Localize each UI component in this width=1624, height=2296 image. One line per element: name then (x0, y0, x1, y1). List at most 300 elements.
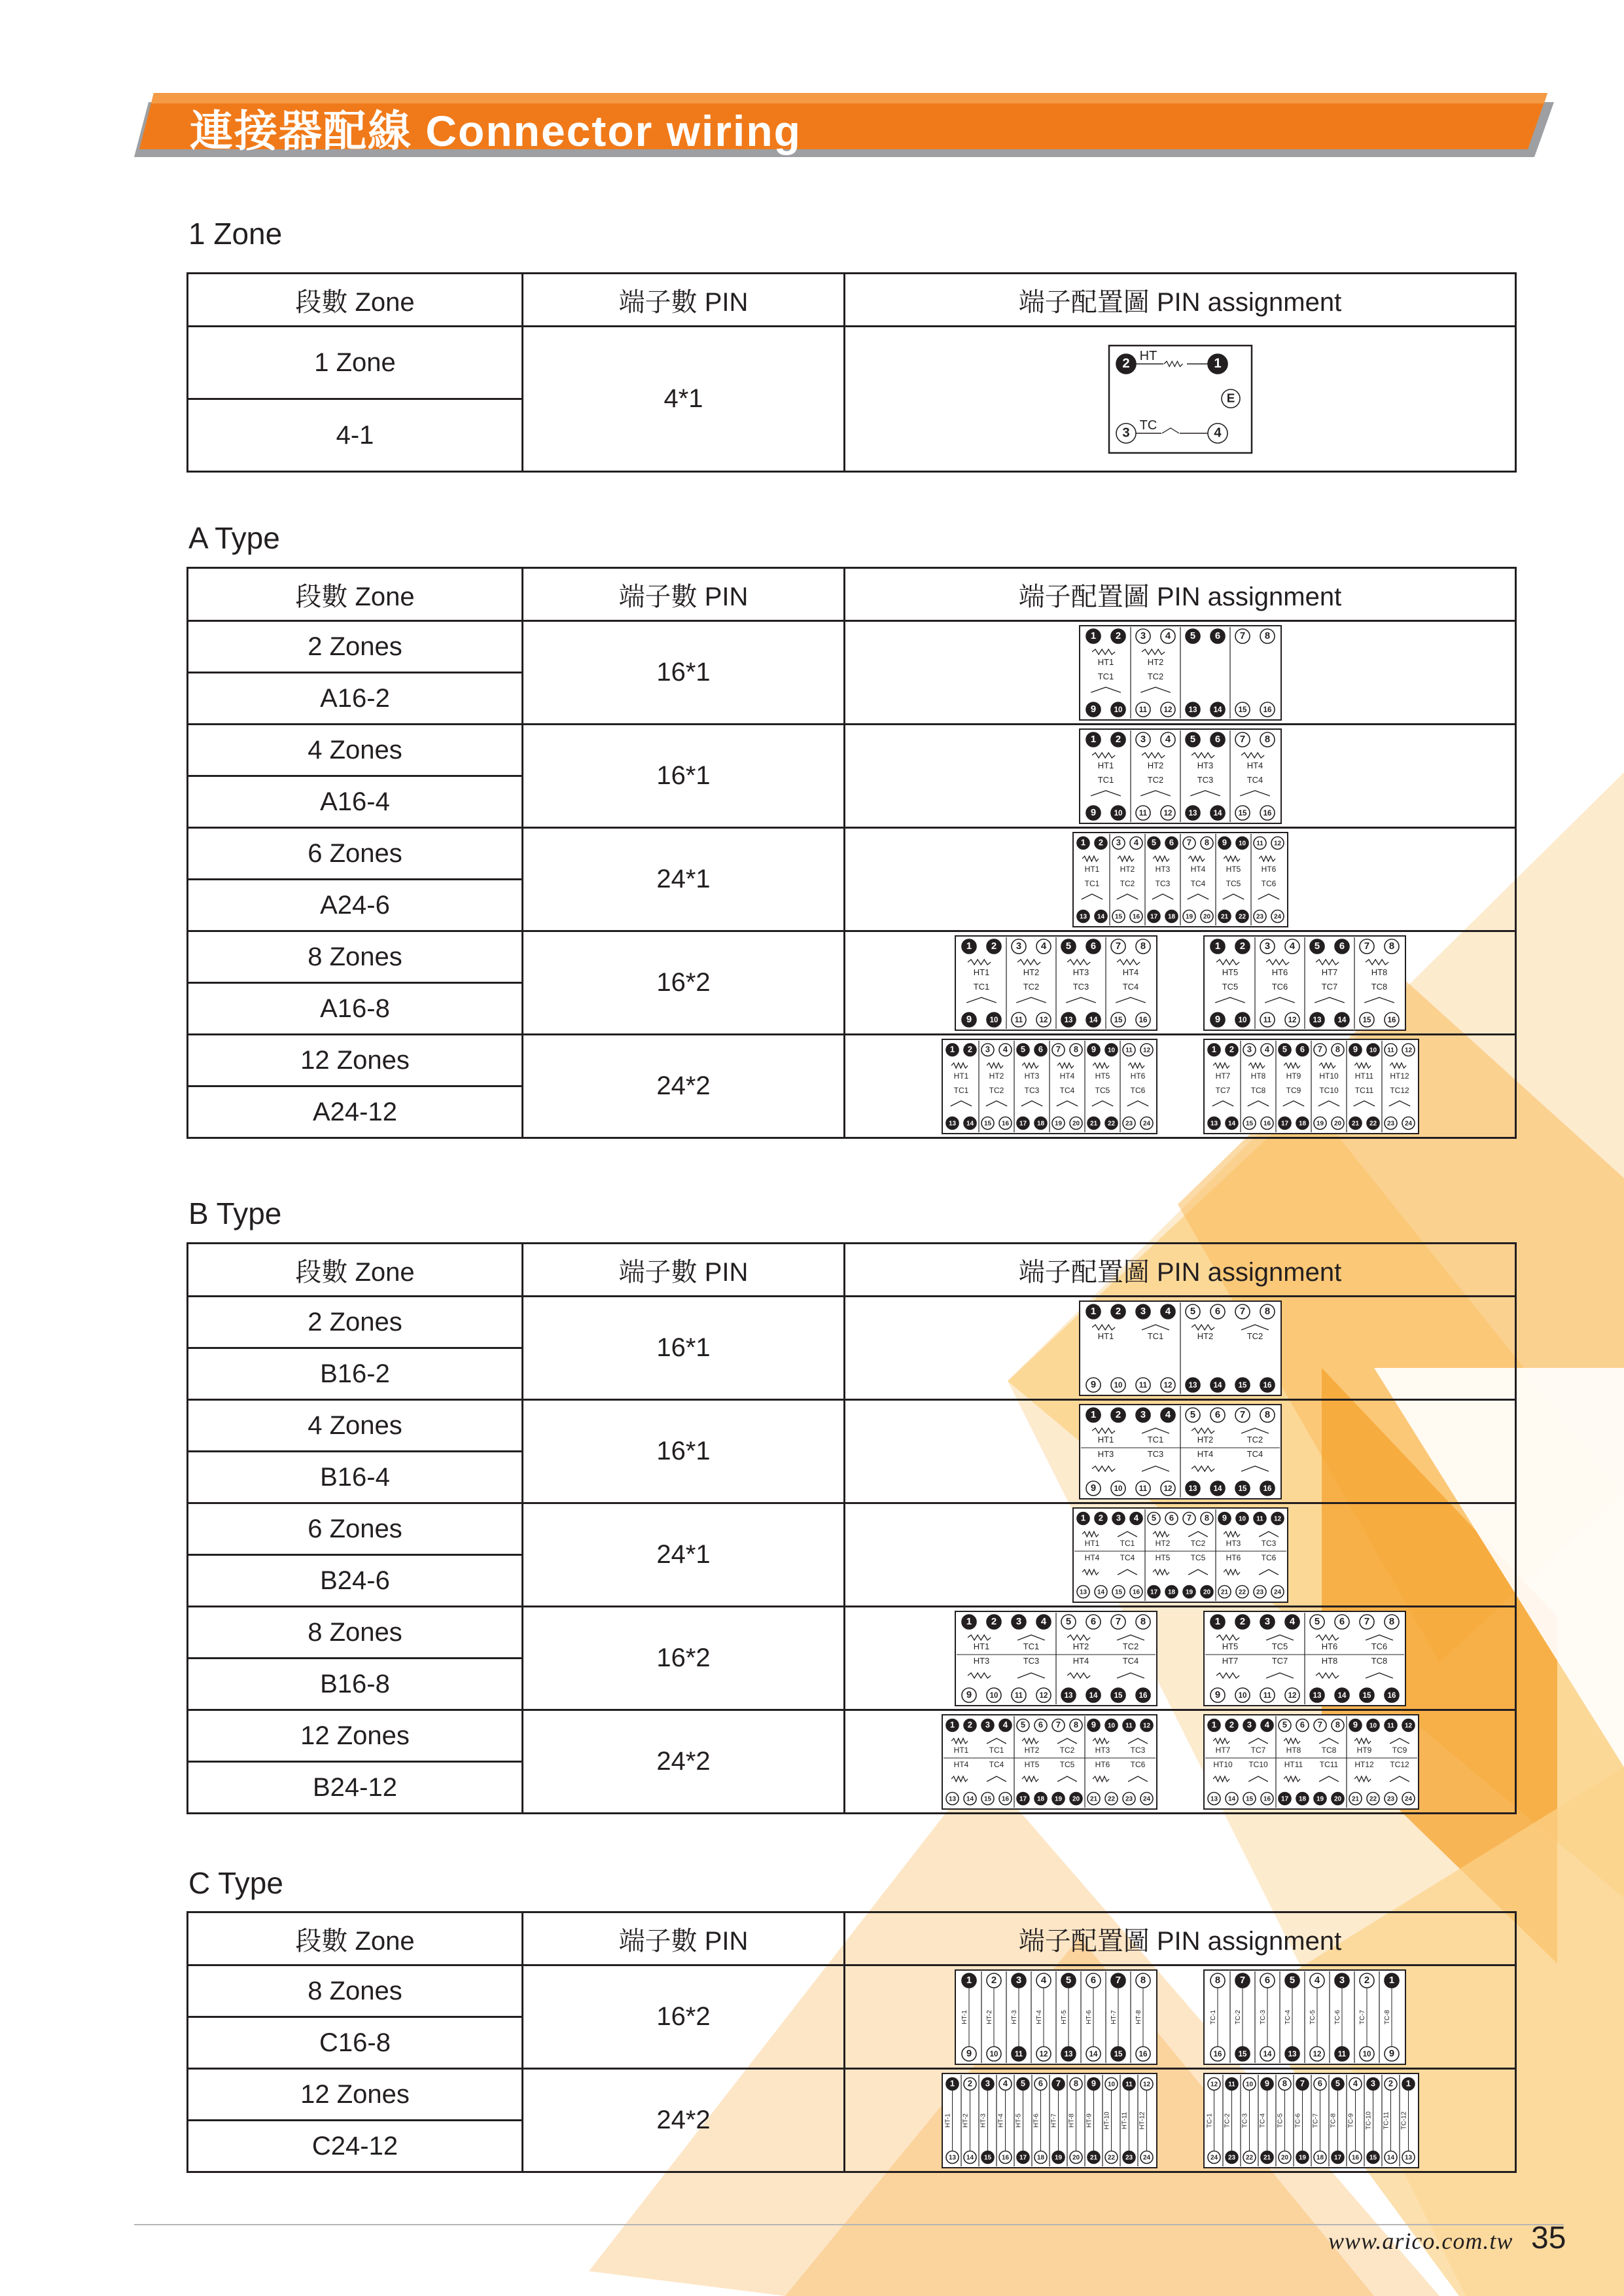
svg-text:8: 8 (1073, 2078, 1078, 2089)
pin-13 (1186, 1378, 1200, 1392)
pin-22 (1367, 1792, 1379, 1804)
pin-label: HT2 (1147, 656, 1163, 667)
pin-label: HT-4 (997, 2113, 1004, 2128)
pin-label: HT5 (1095, 1071, 1110, 1081)
svg-text:2: 2 (967, 1719, 972, 1730)
pin-8 (1260, 629, 1275, 643)
model-code: B24-6 (188, 1555, 523, 1607)
pin-18 (1034, 2151, 1047, 2163)
svg-text:1: 1 (949, 2078, 955, 2089)
pin-12 (1285, 1013, 1299, 1027)
pin-14 (1086, 1013, 1101, 1027)
pin-14 (1385, 2151, 1397, 2163)
svg-text:5: 5 (1151, 837, 1156, 848)
pin-assignment-diagram (845, 1607, 1516, 1710)
model-code: B16-8 (188, 1659, 523, 1710)
svg-text:10: 10 (1369, 1722, 1377, 1730)
svg-text:22: 22 (1238, 1588, 1246, 1596)
svg-text:9: 9 (1388, 2048, 1394, 2059)
connector-diagram (1078, 624, 1282, 721)
pin-label: TC4 (1246, 774, 1263, 785)
pin-label: TC5 (1059, 1759, 1074, 1769)
pin-7 (1052, 1043, 1065, 1056)
svg-text:13: 13 (1079, 913, 1087, 921)
pin-label: TC4 (989, 1759, 1004, 1769)
svg-text:15: 15 (983, 1120, 991, 1128)
svg-text:1: 1 (1090, 1306, 1096, 1317)
pin-label: HT-5 (1060, 2009, 1068, 2024)
pin-19 (1052, 2151, 1065, 2163)
header-assignment: 端子配置圖 PIN assignment (845, 568, 1516, 621)
svg-text:2: 2 (1115, 1409, 1121, 1420)
pin-21 (1218, 1585, 1231, 1598)
pin-label: HT8 (1371, 967, 1387, 977)
pin-label: TC1 (1097, 671, 1114, 681)
pin-5 (1279, 1043, 1291, 1056)
pin-5 (1148, 1512, 1160, 1524)
svg-text:15: 15 (1114, 2050, 1122, 2058)
svg-text:20: 20 (1072, 2154, 1080, 2162)
svg-text:1: 1 (1090, 630, 1096, 641)
pin-label: HT3 (1155, 864, 1170, 874)
pin-10 (987, 1013, 1001, 1027)
table-row (188, 1965, 1516, 2017)
svg-text:18: 18 (1036, 1795, 1044, 1803)
svg-text:4: 4 (1165, 734, 1171, 745)
pin-label: TC6 (1261, 1552, 1276, 1562)
pin-23 (1226, 2151, 1238, 2163)
pin-label: HT3 (973, 1655, 989, 1666)
svg-text:18: 18 (1316, 2154, 1324, 2162)
pin-1 (1077, 1512, 1089, 1524)
pin-20 (1201, 1585, 1213, 1598)
pin-label: HT6 (1226, 1552, 1241, 1562)
pin-15 (1367, 2151, 1379, 2163)
pin-6 (1086, 1973, 1101, 1988)
svg-text:8: 8 (1073, 1044, 1078, 1054)
pin-label: TC-5 (1277, 2113, 1284, 2128)
pin-1 (1208, 1043, 1220, 1056)
svg-text:19: 19 (1185, 1588, 1193, 1596)
svg-text:6: 6 (1214, 734, 1220, 745)
pin-10 (1105, 2077, 1118, 2090)
pin-label: HT5 (1024, 1759, 1039, 1769)
model-code: A24-12 (188, 1086, 523, 1138)
pin-7 (1111, 1973, 1125, 1988)
pin-13 (1285, 2047, 1299, 2061)
pin-17 (1017, 2151, 1029, 2163)
header-pin: 端子數 PIN (523, 1912, 845, 1965)
svg-text:23: 23 (1256, 1588, 1263, 1596)
svg-text:7: 7 (1115, 1975, 1121, 1986)
pin-4 (1208, 423, 1227, 443)
svg-text:2: 2 (991, 941, 997, 952)
pin-label: HT10 (1318, 1071, 1339, 1081)
connector-diagram (1072, 1507, 1289, 1604)
svg-text:3: 3 (1140, 1409, 1146, 1420)
pin-13 (1061, 2047, 1076, 2061)
pin-1 (1208, 1719, 1220, 1731)
svg-text:20: 20 (1072, 1120, 1080, 1128)
pin-3 (1335, 1973, 1349, 1988)
svg-text:3: 3 (1116, 1513, 1121, 1523)
connector-block (954, 1610, 1158, 1707)
svg-text:12: 12 (1039, 1016, 1048, 1024)
model-code: C16-8 (188, 2017, 523, 2069)
pin-13 (1208, 1117, 1220, 1129)
pin-1 (1210, 939, 1225, 954)
pin-15 (1235, 806, 1250, 820)
pin-12 (1161, 702, 1175, 717)
pin-15 (1111, 1013, 1125, 1027)
pin-13 (946, 1117, 959, 1129)
pin-11 (1136, 1378, 1150, 1392)
svg-text:9: 9 (1090, 1379, 1096, 1390)
svg-text:4: 4 (1264, 1719, 1269, 1730)
svg-text:15: 15 (1245, 1120, 1253, 1128)
pin-label: TC6 (1130, 1759, 1145, 1769)
pin-14 (1226, 1117, 1238, 1129)
pin-label: TC1 (989, 1745, 1004, 1755)
pin-label: TC8 (1250, 1085, 1265, 1095)
pin-12 (1140, 1719, 1153, 1731)
connector-diagram (1203, 935, 1407, 1031)
pin-23 (1123, 2151, 1135, 2163)
pin-1 (1077, 836, 1089, 849)
pin-label: HT1 (1097, 1331, 1114, 1341)
svg-text:12: 12 (1404, 1722, 1412, 1730)
pin-count: 24*1 (523, 828, 845, 931)
pin-11 (1123, 1043, 1135, 1056)
pin-9 (1086, 1481, 1101, 1496)
svg-text:8: 8 (1282, 2078, 1287, 2089)
svg-text:20: 20 (1203, 913, 1210, 921)
pin-11 (1123, 1719, 1135, 1731)
svg-text:10: 10 (1114, 1484, 1122, 1493)
pin-18 (1296, 1792, 1309, 1804)
pin-5 (1017, 1719, 1029, 1731)
pin-6 (1165, 1512, 1178, 1524)
svg-text:18: 18 (1167, 1588, 1175, 1596)
pin-16 (1136, 1013, 1150, 1027)
pin-8 (1136, 1973, 1150, 1988)
pin-13 (1186, 702, 1200, 717)
pin-10 (1235, 1688, 1250, 1702)
pin-label: TC8 (1371, 981, 1387, 992)
pin-label: HT11 (1284, 1759, 1303, 1769)
pin-6 (1086, 939, 1101, 954)
pin-label: TC10 (1248, 1759, 1268, 1769)
model-code: B24-12 (188, 1762, 523, 1814)
pin-8 (1136, 939, 1150, 954)
connector-diagram (941, 1038, 1158, 1135)
pin-label: TC4 (1120, 1552, 1135, 1562)
pin-9 (1086, 702, 1101, 717)
svg-text:14: 14 (1337, 1016, 1346, 1024)
pin-label: TC1 (1084, 878, 1099, 888)
pin-label: TC2 (1059, 1745, 1074, 1755)
svg-text:14: 14 (1386, 2154, 1394, 2162)
svg-text:4: 4 (1002, 2078, 1008, 2089)
svg-text:10: 10 (989, 1016, 998, 1024)
pin-label: HT9 (1286, 1071, 1301, 1081)
svg-text:14: 14 (1227, 1120, 1235, 1128)
connector-diagram (1203, 1038, 1420, 1135)
svg-text:4: 4 (1040, 1975, 1046, 1986)
pin-16 (1260, 1378, 1275, 1392)
pin-3 (1243, 1043, 1256, 1056)
table-row (188, 828, 1516, 880)
zone-count: 6 Zones (188, 1503, 523, 1555)
pin-label: TC3 (1197, 774, 1213, 785)
svg-text:7: 7 (1239, 630, 1245, 641)
pin-12 (1402, 1043, 1415, 1056)
pin-9 (1218, 1512, 1231, 1524)
svg-text:12: 12 (1039, 1691, 1048, 1700)
svg-text:9: 9 (1091, 1719, 1096, 1730)
pin-18 (1034, 1117, 1047, 1129)
svg-text:3: 3 (1015, 941, 1021, 952)
pin-label: HT-2 (985, 2009, 993, 2024)
connector-block (1203, 1713, 1420, 1810)
pin-label: HT-4 (1035, 2009, 1043, 2024)
svg-text:11: 11 (1386, 1722, 1394, 1730)
svg-text:11: 11 (1014, 1691, 1023, 1700)
pin-2 (964, 1719, 976, 1731)
header-pin: 端子數 PIN (523, 1244, 845, 1297)
svg-text:11: 11 (1386, 1047, 1394, 1054)
svg-text:1: 1 (949, 1044, 955, 1054)
svg-text:2: 2 (991, 1975, 997, 1986)
connector-block (1072, 1507, 1289, 1604)
page-title: 連接器配線 Connector wiring (190, 107, 802, 155)
svg-text:19: 19 (1054, 2154, 1062, 2162)
header-zone: 段數 Zone (188, 274, 523, 327)
pin-8 (1332, 1719, 1344, 1731)
svg-text:21: 21 (1220, 1588, 1228, 1596)
svg-text:8: 8 (1388, 1616, 1394, 1627)
pin-10 (987, 1688, 1001, 1702)
pin-24 (1402, 1117, 1415, 1129)
pin-label: TC10 (1318, 1085, 1339, 1095)
svg-text:6: 6 (1090, 1975, 1096, 1986)
pin-15 (1360, 1688, 1374, 1702)
pin-count: 24*1 (523, 1503, 845, 1607)
pin-6 (1260, 1973, 1275, 1988)
pin-label: TC5 (1222, 981, 1238, 992)
model-code: A24-6 (188, 880, 523, 931)
pin-label: TC1 (953, 1085, 968, 1095)
svg-text:1: 1 (1080, 837, 1086, 848)
pin-1 (962, 939, 976, 954)
pin-11 (1136, 702, 1150, 717)
pin-21 (1218, 910, 1231, 922)
svg-text:9: 9 (1264, 2078, 1269, 2089)
pin-24 (1208, 2151, 1220, 2163)
svg-text:11: 11 (1125, 2081, 1133, 2089)
connector-diagram (1072, 831, 1289, 928)
svg-text:5: 5 (1282, 1719, 1287, 1730)
svg-text:22: 22 (1245, 2154, 1253, 2162)
svg-text:8: 8 (1140, 1975, 1146, 1986)
svg-text:12: 12 (1142, 2081, 1150, 2089)
svg-text:21: 21 (1220, 913, 1228, 921)
zone-count: 12 Zones (188, 1035, 523, 1086)
pin-6 (1296, 1043, 1309, 1056)
pin-12 (1161, 806, 1175, 820)
svg-text:18: 18 (1298, 1120, 1306, 1128)
pin-7 (1314, 1043, 1326, 1056)
svg-text:5: 5 (1335, 2078, 1340, 2089)
pin-12 (1285, 1688, 1299, 1702)
pin-3 (1243, 1719, 1256, 1731)
pin-7 (1235, 629, 1250, 643)
svg-text:24: 24 (1210, 2154, 1218, 2162)
svg-text:8: 8 (1073, 1719, 1078, 1730)
svg-text:12: 12 (1273, 840, 1281, 848)
pin-label: HT1 (1097, 656, 1114, 667)
svg-text:14: 14 (1097, 913, 1104, 921)
svg-text:11: 11 (1125, 1722, 1133, 1730)
pin-label: TC6 (1371, 1641, 1387, 1651)
zone-count: 8 Zones (188, 1607, 523, 1659)
svg-text:1: 1 (1080, 1513, 1086, 1523)
pin-7 (1314, 1719, 1326, 1731)
pin-label: TC12 (1389, 1759, 1409, 1769)
pin-19 (1183, 910, 1195, 922)
pin-label: HT-6 (1085, 2009, 1093, 2024)
pin-assignment-diagram (845, 621, 1516, 725)
svg-text:4: 4 (1213, 425, 1222, 440)
pin-8 (1136, 1615, 1150, 1629)
svg-text:4: 4 (1040, 941, 1046, 952)
svg-text:15: 15 (1238, 706, 1246, 714)
pin-label: TC-11 (1383, 2111, 1390, 2130)
pin-label: TC3 (1155, 878, 1170, 888)
pin-label: HT11 (1354, 1071, 1373, 1081)
svg-text:4: 4 (1264, 1044, 1269, 1054)
pin-label: TC9 (1392, 1745, 1407, 1755)
connector-block (1078, 1300, 1282, 1397)
pin-3 (1136, 1408, 1150, 1422)
svg-text:9: 9 (1352, 1719, 1358, 1730)
pin-1 (1086, 732, 1101, 747)
svg-text:21: 21 (1089, 1795, 1097, 1803)
connector-diagram (1203, 1969, 1407, 2066)
pin-13 (1186, 806, 1200, 820)
connector-block (1072, 831, 1289, 928)
pin-label: HT-6 (1033, 2113, 1040, 2128)
svg-text:9: 9 (1090, 807, 1096, 818)
svg-text:15: 15 (1238, 1484, 1246, 1493)
pin-17 (1279, 1117, 1291, 1129)
svg-text:6: 6 (1038, 2078, 1043, 2089)
svg-text:19: 19 (1054, 1795, 1062, 1803)
pin-4 (1036, 939, 1051, 954)
svg-text:13: 13 (1210, 1120, 1218, 1128)
pin-10 (1111, 1481, 1125, 1496)
footer-divider (134, 2224, 1564, 2225)
pin-7 (1360, 939, 1374, 954)
pin-2 (964, 2077, 976, 2090)
svg-text:3: 3 (1121, 425, 1130, 440)
pin-10 (1111, 806, 1125, 820)
svg-text:24: 24 (1142, 2154, 1150, 2162)
pin-14 (1226, 1792, 1238, 1804)
svg-text:1: 1 (1213, 356, 1222, 371)
svg-text:5: 5 (1190, 630, 1195, 641)
svg-text:6: 6 (1090, 941, 1096, 952)
pin-label: TC3 (1261, 1538, 1276, 1548)
pin-22 (1236, 1585, 1248, 1598)
pin-9 (1210, 1013, 1225, 1027)
svg-text:5: 5 (1289, 1975, 1295, 1986)
svg-text:9: 9 (1222, 1513, 1227, 1523)
pin-7 (1360, 1615, 1374, 1629)
svg-text:7: 7 (1186, 837, 1192, 848)
pin-label: HT1 (1084, 1538, 1099, 1548)
pin-2 (1235, 939, 1250, 954)
section-title-b-type: B Type (188, 1196, 282, 1230)
pin-20 (1070, 2151, 1082, 2163)
pin-17 (1332, 2151, 1344, 2163)
pin-count: 16*2 (523, 1607, 845, 1710)
pin-10 (1236, 1512, 1248, 1524)
svg-text:9: 9 (1352, 1044, 1358, 1054)
pin-label: HT7 (1215, 1071, 1230, 1081)
svg-text:20: 20 (1280, 2154, 1288, 2162)
svg-text:13: 13 (948, 1120, 956, 1128)
svg-text:3: 3 (1015, 1616, 1021, 1627)
pin-assignment-diagram (845, 1400, 1516, 1503)
svg-text:23: 23 (1386, 1120, 1394, 1128)
pin-label: TC1 (1147, 1331, 1163, 1341)
pin-9 (1086, 806, 1101, 820)
pin-label: HT2 (1024, 1745, 1039, 1755)
pin-15 (1111, 2047, 1125, 2061)
svg-text:10: 10 (1114, 1381, 1122, 1390)
section-title-1zone: 1 Zone (188, 217, 283, 251)
table-row (188, 327, 1516, 399)
zone-count: 1 Zone (188, 327, 523, 399)
zone-count: 4 Zones (188, 1400, 523, 1452)
pin-16 (1385, 1013, 1399, 1027)
pin-label: TC3 (1147, 1448, 1163, 1459)
pin-13 (1310, 1013, 1324, 1027)
pin-label: HT3 (1072, 967, 1089, 977)
pin-assignment-diagram (845, 828, 1516, 931)
zone-count: 6 Zones (188, 828, 523, 880)
pin-22 (1367, 1117, 1379, 1129)
pin-label: HT-7 (1110, 2009, 1118, 2024)
pin-1 (946, 2077, 959, 2090)
pin-11 (1254, 1512, 1266, 1524)
pin-13 (1186, 1481, 1200, 1496)
pin-13 (1077, 1585, 1089, 1598)
pin-label: HT-1 (944, 2113, 951, 2128)
svg-text:8: 8 (1140, 1616, 1146, 1627)
pin-5 (1279, 1719, 1291, 1731)
pin-label: TC-7 (1312, 2113, 1319, 2128)
pin-label: HT3 (1097, 1448, 1114, 1459)
svg-text:10: 10 (1107, 1047, 1115, 1054)
pin-count: 24*2 (523, 1035, 845, 1138)
pin-16 (1260, 806, 1275, 820)
connector-block (941, 1713, 1158, 1810)
svg-text:2: 2 (967, 2078, 972, 2089)
pin-6 (1086, 1615, 1101, 1629)
wiring-table-1zone (186, 272, 1517, 473)
